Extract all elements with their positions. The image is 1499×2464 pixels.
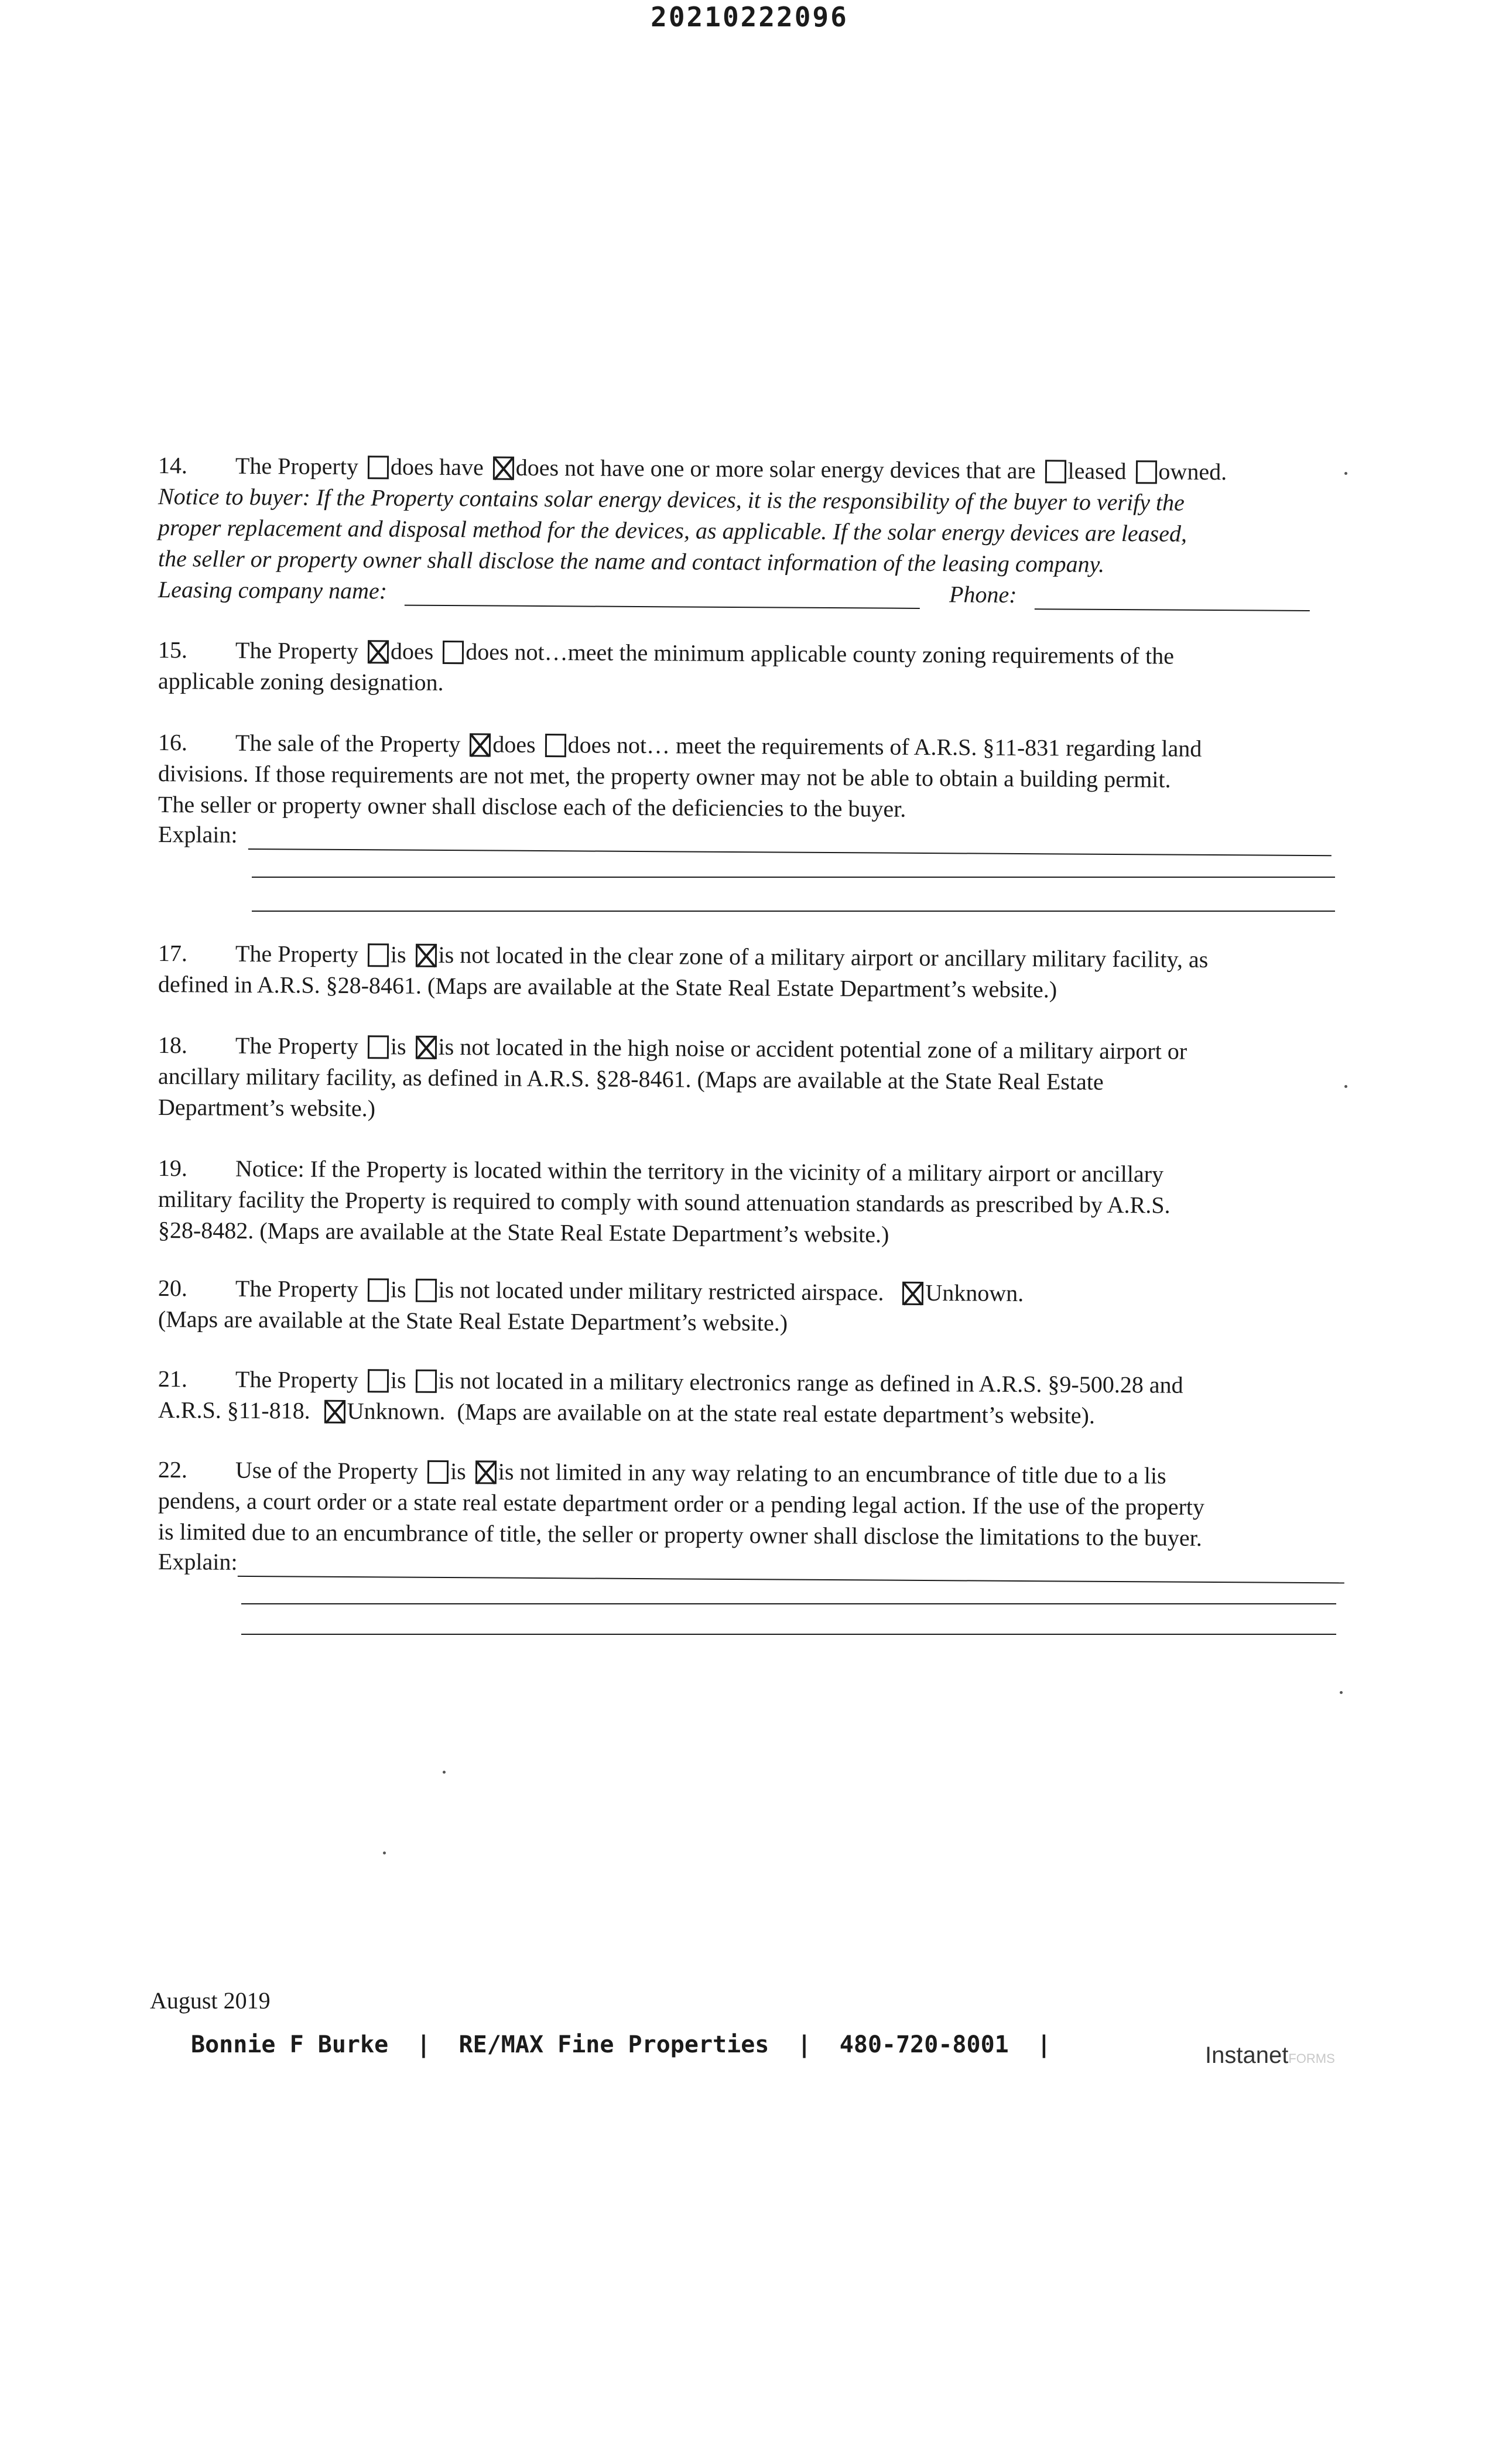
s22-explain-rule-3 [241,1634,1336,1635]
s17-line-2: defined in A.R.S. §28-8461. (Maps are available at the State Real Estate Department’s website.) [158,971,1057,1003]
agent-info: Bonnie F Burke | RE/MAX Fine Properties | 480-720-8001 | [191,2031,1052,2058]
s16-explain-label: Explain: [158,821,238,848]
s16-explain-field[interactable] [248,829,1331,856]
s14-notice-1: Notice to buyer: If the Property contains solar energy devices, it is the responsibility of the buyer to verify the [158,483,1185,516]
scan-speck [1340,1691,1343,1694]
s18-line-1: 18. The Property is is not located in the high noise or accident potential zone of a military airport or [158,1032,1187,1065]
s21-line-2: A.R.S. §11-818. Unknown. (Maps are available on at the state real estate department’s website). [158,1397,1096,1429]
s14-line-1: 14. The Property does have does not have one or more solar energy devices that are leased owned. [158,452,1227,485]
document-number: 20210222096 [651,1,848,33]
s22-line-3: is limited due to an encumbrance of title, the seller or property owner shall disclose the limitations to the buyer. [158,1518,1202,1551]
s22-number: 22. [158,1456,188,1483]
phone-field[interactable] [1034,588,1309,611]
scan-speck [383,1852,386,1854]
s15-does-not-checkbox[interactable] [443,641,464,664]
s20-is-checkbox[interactable] [368,1278,389,1302]
s19-number: 19. [158,1155,188,1182]
s15-line-2: applicable zoning designation. [158,668,444,696]
s17-number: 17. [158,940,188,967]
s14-notice-3: the seller or property owner shall disclose the name and contact information of the leasing company. [158,545,1105,577]
scan-speck [443,1771,446,1774]
s20-is-not-checkbox[interactable] [416,1279,437,1302]
s21-unknown-checkbox[interactable] [324,1400,345,1423]
s16-number: 16. [158,729,188,756]
s16-line-2: divisions. If those requirements are not met, the property owner may not be able to obtain a building permit. [158,760,1171,793]
s14-leased-checkbox[interactable] [1045,460,1066,483]
s16-does-not-checkbox[interactable] [545,734,566,757]
s16-explain-rule-3 [252,911,1335,912]
s22-line-2: pendens, a court order or a state real estate department order or a pending legal action. If the use of the property [158,1487,1205,1520]
s21-is-not-checkbox[interactable] [416,1370,437,1393]
s15-line-1: 15. The Property does does not…meet the minimum applicable county zoning requirements of the [158,636,1175,669]
s16-line-3: The seller or property owner shall disclose each of the deficiencies to the buyer. [158,791,906,822]
s21-line-1: 21. The Property is is not located in a military electronics range as defined in A.R.S. §9-500.28 and [158,1366,1183,1398]
s20-line-1: 20. The Property is is not located under military restricted airspace. Unknown. [158,1275,1024,1307]
phone-label: Phone: [949,581,1017,608]
s18-is-not-checkbox[interactable] [416,1036,437,1059]
s14-leasing-line [158,575,1310,611]
s22-line-1: 22. Use of the Property is is not limited in any way relating to an encumbrance of title due to a lis [158,1456,1166,1489]
s20-line-2: (Maps are available at the State Real Estate Department’s website.) [158,1306,788,1336]
s15-number: 15. [158,636,188,663]
leasing-company-label: Leasing company name: [158,576,388,604]
s22-is-not-checkbox[interactable] [475,1460,497,1484]
s14-number: 14. [158,452,188,479]
leasing-company-field[interactable] [405,585,920,609]
s20-unknown-checkbox[interactable] [902,1282,923,1305]
s22-explain-rule-2 [241,1603,1336,1604]
s22-explain-label: Explain: [158,1548,238,1575]
s16-explain-line [158,820,1332,856]
s21-is-checkbox[interactable] [368,1369,389,1392]
s14-owned-checkbox[interactable] [1135,460,1156,484]
s16-explain-rule-2 [252,877,1335,878]
s17-line-1: 17. The Property is is not located in the clear zone of a military airport or ancillary military facility, as [158,940,1209,973]
s17-is-not-checkbox[interactable] [416,944,437,967]
s20-number: 20. [158,1275,188,1302]
s14-does-not-have-checkbox[interactable] [493,456,514,480]
scan-speck [1344,472,1347,475]
s19-line-1: 19. Notice: If the Property is located within the territory in the vicinity of a military airport or ancillary [158,1155,1164,1187]
s15-does-checkbox[interactable] [368,640,389,663]
s18-number: 18. [158,1032,188,1059]
form-date: August 2019 [150,1987,271,2014]
s16-does-checkbox[interactable] [470,733,491,757]
s19-line-3: §28-8482. (Maps are available at the State Real Estate Department’s website.) [158,1217,889,1248]
s19-line-2: military facility the Property is required to comply with sound attenuation standards as prescribed by A.R.S. [158,1186,1171,1219]
s17-is-checkbox[interactable] [368,943,389,967]
s18-line-2: ancillary military facility, as defined in A.R.S. §28-8461. (Maps are available at the State Real Estate [158,1063,1104,1095]
s18-line-3: Department’s website.) [158,1094,376,1122]
scan-speck [1344,1085,1347,1088]
s14-does-have-checkbox[interactable] [368,456,389,479]
s18-is-checkbox[interactable] [368,1035,389,1059]
s22-explain-field[interactable] [237,1556,1344,1584]
s16-line-1: 16. The sale of the Property does does not… meet the requirements of A.R.S. §11-831 regarding land [158,729,1202,762]
s22-is-checkbox[interactable] [427,1460,449,1484]
s21-number: 21. [158,1366,188,1392]
s14-notice-2: proper replacement and disposal method for the devices, as applicable. If the solar energy devices are leased, [158,514,1187,547]
instanet-logo: InstanetFORMS [1205,2042,1335,2068]
